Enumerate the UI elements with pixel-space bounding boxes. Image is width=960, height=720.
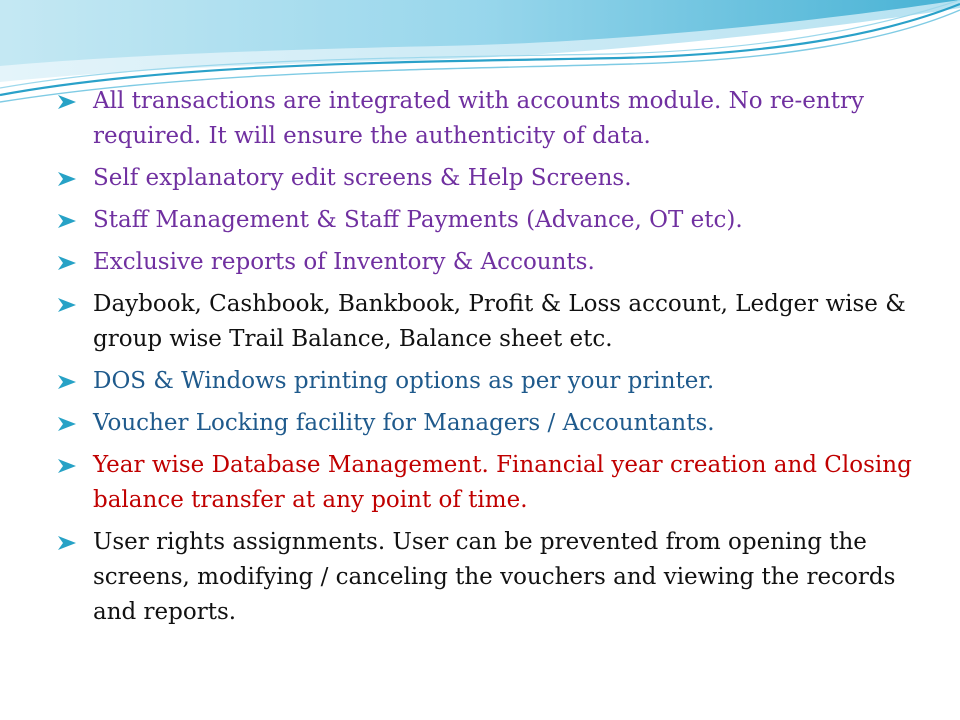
- bullet-list: [58, 84, 918, 637]
- bullet-item: [58, 525, 918, 630]
- bullet-text: User rights assignments. User can be prevented from opening the screens, modifying / canceling the vouchers and viewing the records and reports.: [93, 529, 896, 625]
- arrow-bullet-icon: [58, 417, 76, 431]
- bullet-item: [58, 406, 918, 441]
- arrow-bullet-icon: [58, 214, 76, 228]
- bullet-text: DOS & Windows printing options as per your printer.: [93, 368, 715, 394]
- arrow-bullet-icon: [58, 536, 76, 550]
- bullet-item: [58, 84, 918, 154]
- bullet-item: [58, 287, 918, 357]
- bullet-item: [58, 364, 918, 399]
- bullet-item: [58, 245, 918, 280]
- bullet-text: Exclusive reports of Inventory & Accounts.: [93, 249, 595, 275]
- bullet-item: [58, 161, 918, 196]
- arrow-bullet-icon: [58, 298, 76, 312]
- bullet-text: Voucher Locking facility for Managers / Accountants.: [93, 410, 715, 436]
- bullet-text: Daybook, Cashbook, Bankbook, Profit & Loss account, Ledger wise & group wise Trail Balance, Balance sheet etc.: [93, 291, 906, 352]
- arrow-bullet-icon: [58, 95, 76, 109]
- bullet-text: All transactions are integrated with accounts module. No re-entry required. It will ensure the authenticity of data.: [93, 88, 864, 149]
- bullet-text: Staff Management & Staff Payments (Advance, OT etc).: [93, 207, 743, 233]
- arrow-bullet-icon: [58, 172, 76, 186]
- arrow-bullet-icon: [58, 459, 76, 473]
- bullet-text: Year wise Database Management. Financial year creation and Closing balance transfer at any point of time.: [93, 452, 912, 513]
- arrow-bullet-icon: [58, 375, 76, 389]
- bullet-item: [58, 203, 918, 238]
- arrow-bullet-icon: [58, 256, 76, 270]
- bullet-text: Self explanatory edit screens & Help Screens.: [93, 165, 632, 191]
- bullet-item: [58, 448, 918, 518]
